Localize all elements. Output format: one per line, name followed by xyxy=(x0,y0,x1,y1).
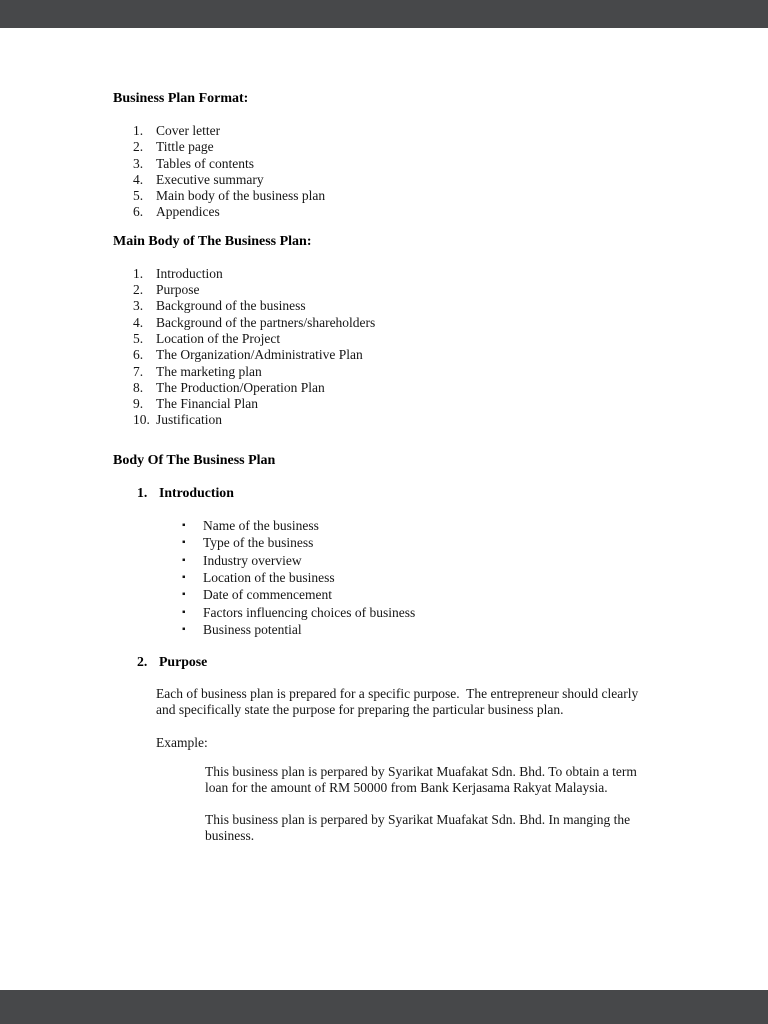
numbered-list-item xyxy=(133,123,658,139)
example-paragraph-2: This business plan is perpared by Syarikat Muafakat Sdn. Bhd. In manging the business. xyxy=(205,812,634,844)
bullet-item-text: Industry overview xyxy=(203,552,302,568)
list-item-number: 2. xyxy=(133,139,144,155)
square-bullet-icon xyxy=(182,569,203,586)
bullet-item-text: Factors influencing choices of business xyxy=(203,604,416,620)
square-bullet-icon xyxy=(182,517,203,534)
bullet-list-item xyxy=(182,621,658,638)
list-item-number: 5. xyxy=(133,330,144,346)
numbered-list-item xyxy=(133,204,658,220)
format-list xyxy=(133,123,658,221)
document-page xyxy=(0,28,768,990)
bullet-item-text: Type of the business xyxy=(203,535,314,551)
body-section-heading: Body Of The Business Plan xyxy=(113,452,276,468)
list-item-text: Cover letter xyxy=(156,123,221,138)
document-content xyxy=(0,28,768,844)
list-item-number: 3. xyxy=(133,155,144,171)
bullet-list-item xyxy=(182,552,658,569)
list-item-text: Location of the Project xyxy=(156,330,281,346)
bullet-item-text: Location of the business xyxy=(203,569,335,585)
square-bullet-icon xyxy=(182,534,203,551)
list-item-number: 8. xyxy=(133,379,144,395)
numbered-list-item xyxy=(133,315,658,331)
bullet-list-item xyxy=(182,569,658,586)
numbered-list-item xyxy=(133,380,658,396)
square-bullet-icon xyxy=(182,552,203,569)
subsection-purpose xyxy=(137,654,658,670)
list-item-number: 7. xyxy=(133,363,144,379)
subsection-number: 2. xyxy=(137,654,148,670)
numbered-list-item xyxy=(133,347,658,363)
numbered-list-item xyxy=(133,412,658,428)
list-item-text: Executive summary xyxy=(156,171,264,187)
example-label: Example: xyxy=(156,735,208,751)
list-item-text: Background of the business xyxy=(156,298,306,314)
bullet-list-item xyxy=(182,517,658,534)
list-item-text: Main body of the business plan xyxy=(156,188,326,204)
numbered-list-item xyxy=(133,139,658,155)
square-bullet-icon xyxy=(182,586,203,603)
bullet-item-text: Business potential xyxy=(203,621,302,637)
bullet-item-text: Name of the business xyxy=(203,518,319,534)
list-item-number: 2. xyxy=(133,282,144,298)
numbered-list-item xyxy=(133,172,658,188)
numbered-list-item xyxy=(133,298,658,314)
numbered-list-item xyxy=(133,364,658,380)
list-item-text: Background of the partners/shareholders xyxy=(156,314,376,330)
list-item-text: Tittle page xyxy=(156,139,214,155)
example-paragraph-1: This business plan is perpared by Syarikat Muafakat Sdn. Bhd. To obtain a term loan for the amount of RM 50000 from Bank Kerjasama Rakyat Malaysia. xyxy=(205,763,641,795)
viewer-top-bar xyxy=(0,0,768,28)
purpose-paragraph: Each of business plan is prepared for a specific purpose. The entrepreneur should clearly and specifically state the purpose for preparing the particular business plan. xyxy=(156,686,642,718)
list-item-text: Appendices xyxy=(156,204,220,220)
list-item-number: 6. xyxy=(133,204,144,220)
square-bullet-icon xyxy=(182,621,203,638)
list-item-number: 1. xyxy=(133,265,144,281)
introduction-bullet-list xyxy=(182,517,658,638)
numbered-list-item xyxy=(133,266,658,282)
bullet-item-text: Date of commencement xyxy=(203,587,332,603)
numbered-list-item xyxy=(133,331,658,347)
numbered-list-item xyxy=(133,188,658,204)
list-item-number: 6. xyxy=(133,347,144,363)
bullet-list-item xyxy=(182,604,658,621)
subsection-title: Purpose xyxy=(159,654,208,670)
list-item-text: The marketing plan xyxy=(156,363,262,379)
numbered-list-item xyxy=(133,396,658,412)
list-item-number: 4. xyxy=(133,314,144,330)
list-item-text: The Production/Operation Plan xyxy=(156,379,325,395)
list-item-number: 4. xyxy=(133,171,144,187)
list-item-text: Justification xyxy=(156,412,222,428)
numbered-list-item xyxy=(133,156,658,172)
main-body-list xyxy=(133,266,658,429)
bullet-list-item xyxy=(182,534,658,551)
viewer-bottom-bar xyxy=(0,990,768,1024)
bullet-list-item xyxy=(182,586,658,603)
list-item-text: The Financial Plan xyxy=(156,396,258,412)
subsection-introduction xyxy=(137,485,658,501)
subsection-number: 1. xyxy=(137,484,148,500)
list-item-number: 3. xyxy=(133,298,144,314)
list-item-text: The Organization/Administrative Plan xyxy=(156,347,363,363)
main-body-section-heading: Main Body of The Business Plan: xyxy=(113,233,312,249)
subsection-title: Introduction xyxy=(159,484,234,500)
numbered-list-item xyxy=(133,282,658,298)
list-item-number: 1. xyxy=(133,123,144,138)
list-item-number: 9. xyxy=(133,396,144,412)
square-bullet-icon xyxy=(182,604,203,621)
list-item-text: Tables of contents xyxy=(156,155,255,171)
format-section-heading: Business Plan Format: xyxy=(113,91,249,106)
list-item-number: 5. xyxy=(133,188,144,204)
list-item-text: Introduction xyxy=(156,265,223,281)
list-item-number: 10. xyxy=(133,412,150,428)
list-item-text: Purpose xyxy=(156,282,200,298)
